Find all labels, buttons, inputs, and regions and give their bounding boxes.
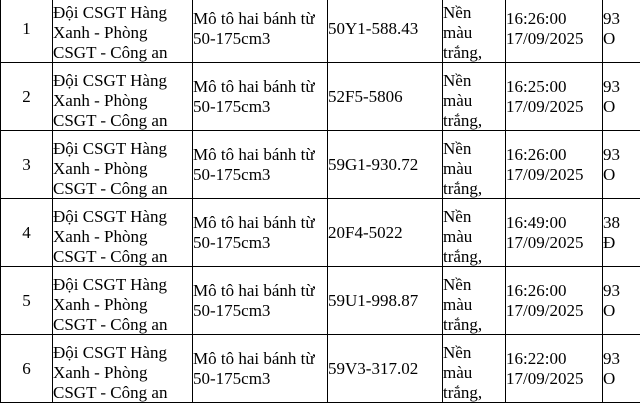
cell-stt-text: 4 [22, 223, 31, 243]
cell-plate-color [443, 335, 506, 403]
cell-plate-color [443, 131, 506, 199]
cell-vehicle-type [193, 131, 328, 199]
cell-vehicle-type [193, 335, 328, 403]
cell-plate [328, 199, 443, 267]
cell-time [506, 63, 603, 131]
cell-plate [328, 335, 443, 403]
cell-plate-color [443, 0, 506, 63]
cell-location-line: O [603, 165, 620, 185]
cell-vehicle-type-line: 50-175cm3 [193, 29, 315, 49]
cell-vehicle-type-line: Mô tô hai bánh từ [193, 145, 315, 165]
cell-unit-line: Xanh - Phòng [53, 295, 192, 315]
cell-unit-line: Đội CSGT Hàng [53, 207, 192, 227]
cell-stt [1, 267, 53, 335]
cell-time-line: 16:49:00 [506, 213, 583, 233]
cell-plate-color-line: màu [443, 227, 505, 247]
cell-vehicle-type-line: Mô tô hai bánh từ [193, 77, 315, 97]
cell-plate [328, 63, 443, 131]
cell-plate-color-line: trắng, [443, 111, 505, 130]
cell-time-line: 17/09/2025 [506, 29, 583, 49]
cell-stt-text: 3 [22, 155, 31, 175]
cell-time [506, 335, 603, 403]
cell-vehicle-type-line: 50-175cm3 [193, 97, 315, 117]
cell-time-line: 17/09/2025 [506, 233, 583, 253]
cell-location-line: 93 [603, 9, 620, 29]
cell-vehicle-type [193, 0, 328, 63]
cell-stt-text: 2 [22, 87, 31, 107]
cell-unit-line: CSGT - Công an [53, 247, 192, 266]
cell-vehicle-type [193, 63, 328, 131]
cell-unit-line: CSGT - Công an [53, 43, 192, 62]
violations-table-body [1, 0, 640, 403]
cell-stt [1, 63, 53, 131]
cell-plate-color [443, 199, 506, 267]
cell-vehicle-type-line: 50-175cm3 [193, 233, 315, 253]
cell-plate-color-line: trắng, [443, 43, 505, 62]
cell-stt-text: 6 [22, 359, 31, 379]
cell-unit-line: Xanh - Phòng [53, 91, 192, 111]
cell-location [603, 131, 640, 199]
cell-stt-text: 5 [22, 291, 31, 311]
cell-unit-line: Đội CSGT Hàng [53, 139, 192, 159]
cell-plate-color-line: Nền [443, 343, 505, 363]
cell-vehicle-type [193, 267, 328, 335]
cell-vehicle-type-line: Mô tô hai bánh từ [193, 281, 315, 301]
cell-plate-color-line: Nền [443, 71, 505, 91]
cell-unit-line: Đội CSGT Hàng [53, 343, 192, 363]
cell-vehicle-type-line: Mô tô hai bánh từ [193, 349, 315, 369]
cell-vehicle-type-line: 50-175cm3 [193, 165, 315, 185]
cell-stt [1, 131, 53, 199]
cell-plate-color-line: trắng, [443, 179, 505, 198]
table-row [1, 267, 640, 335]
cell-unit [53, 131, 193, 199]
cell-plate-color-line: màu [443, 363, 505, 383]
cell-vehicle-type-line: 50-175cm3 [193, 301, 315, 321]
cell-location-line: 93 [603, 349, 620, 369]
cell-plate-text: 59U1-998.87 [328, 291, 418, 311]
cell-plate-color [443, 267, 506, 335]
table-row [1, 63, 640, 131]
cell-time [506, 131, 603, 199]
cell-plate-color-line: màu [443, 159, 505, 179]
cell-location-line: 93 [603, 281, 620, 301]
cell-time-line: 17/09/2025 [506, 301, 583, 321]
cell-plate-color-line: Nền [443, 139, 505, 159]
cell-time [506, 267, 603, 335]
cell-location-line: O [603, 97, 620, 117]
cell-time-line: 16:25:00 [506, 77, 583, 97]
cell-location-line: Đ [603, 233, 620, 253]
cell-plate-color-line: trắng, [443, 247, 505, 266]
cell-vehicle-type-line: 50-175cm3 [193, 369, 315, 389]
cell-unit-line: Đội CSGT Hàng [53, 3, 192, 23]
table-row [1, 131, 640, 199]
cell-time-line: 17/09/2025 [506, 165, 583, 185]
cell-plate-text: 59G1-930.72 [328, 155, 418, 175]
cell-unit-line: Xanh - Phòng [53, 227, 192, 247]
cell-unit [53, 335, 193, 403]
cell-stt-text: 1 [22, 19, 31, 39]
cell-vehicle-type [193, 199, 328, 267]
cell-plate-text: 50Y1-588.43 [328, 19, 418, 39]
cell-plate-color-line: Nền [443, 3, 505, 23]
cell-location [603, 63, 640, 131]
cell-unit-line: CSGT - Công an [53, 315, 192, 334]
cell-unit [53, 63, 193, 131]
cell-plate-text: 59V3-317.02 [328, 359, 418, 379]
table-row [1, 199, 640, 267]
cell-location [603, 0, 640, 63]
cell-plate-color-line: màu [443, 23, 505, 43]
cell-plate-color-line: Nền [443, 207, 505, 227]
cell-plate-text: 20F4-5022 [328, 223, 403, 243]
cell-plate [328, 131, 443, 199]
cell-plate-color [443, 63, 506, 131]
cell-plate-color-line: trắng, [443, 383, 505, 402]
cell-unit-line: Đội CSGT Hàng [53, 71, 192, 91]
table-row [1, 335, 640, 403]
cell-time [506, 199, 603, 267]
cell-location [603, 199, 640, 267]
table-row [1, 0, 640, 63]
cell-vehicle-type-line: Mô tô hai bánh từ [193, 213, 315, 233]
cell-unit-line: Đội CSGT Hàng [53, 275, 192, 295]
cell-location-line: O [603, 301, 620, 321]
cell-unit [53, 0, 193, 63]
cell-plate [328, 267, 443, 335]
cell-time-line: 16:26:00 [506, 281, 583, 301]
cell-unit-line: Xanh - Phòng [53, 23, 192, 43]
cell-location-line: 38 [603, 213, 620, 233]
cell-location-line: 93 [603, 77, 620, 97]
cell-time [506, 0, 603, 63]
cell-location [603, 335, 640, 403]
cell-stt [1, 199, 53, 267]
cell-stt [1, 0, 53, 63]
cell-unit-line: CSGT - Công an [53, 179, 192, 198]
cell-vehicle-type-line: Mô tô hai bánh từ [193, 9, 315, 29]
cell-stt [1, 335, 53, 403]
cell-plate [328, 0, 443, 63]
cell-location-line: O [603, 29, 620, 49]
cell-plate-color-line: trắng, [443, 315, 505, 334]
cell-unit-line: CSGT - Công an [53, 111, 192, 130]
cell-unit [53, 199, 193, 267]
cell-plate-color-line: màu [443, 295, 505, 315]
cell-time-line: 16:26:00 [506, 9, 583, 29]
cell-time-line: 16:22:00 [506, 349, 583, 369]
cell-location-line: O [603, 369, 620, 389]
cell-unit-line: Xanh - Phòng [53, 363, 192, 383]
cell-plate-color-line: Nền [443, 275, 505, 295]
cell-plate-text: 52F5-5806 [328, 87, 403, 107]
cell-location [603, 267, 640, 335]
cell-unit-line: Xanh - Phòng [53, 159, 192, 179]
cell-unit [53, 267, 193, 335]
cell-time-line: 16:26:00 [506, 145, 583, 165]
cell-plate-color-line: màu [443, 91, 505, 111]
cell-location-line: 93 [603, 145, 620, 165]
cell-unit-line: CSGT - Công an [53, 383, 192, 402]
cell-time-line: 17/09/2025 [506, 369, 583, 389]
cell-time-line: 17/09/2025 [506, 97, 583, 117]
